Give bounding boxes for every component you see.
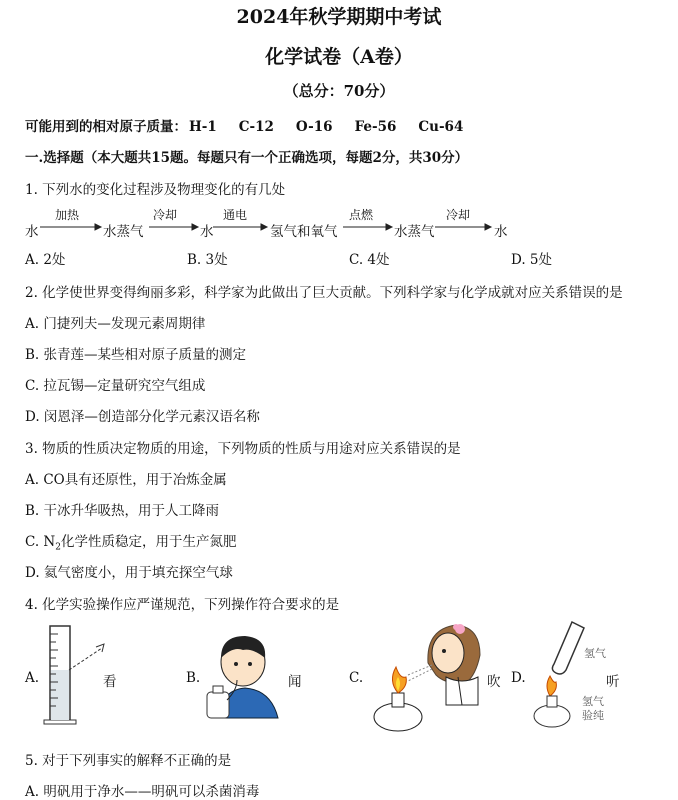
subscript-2: 2 [55, 542, 61, 553]
q1-option-c[interactable]: C. 4处 [349, 252, 390, 268]
chain-node: 水 [200, 224, 214, 240]
chain-node: 水 [25, 224, 39, 240]
water-change-chain [25, 208, 665, 242]
boy-smelling-icon [203, 630, 288, 722]
atomic-mass-label: 可能用到的相对原子质量： [25, 119, 187, 135]
tube-label-hydrogen: 氢气 [584, 647, 606, 660]
q4-caption-c: 吹 [487, 674, 501, 690]
question-2-stem: 2. 化学使世界变得绚丽多彩，科学家为此做出了巨大贡献。下列科学家与化学成就对应关系错误的是 [25, 285, 623, 301]
q1-option-a[interactable]: A. 2处 [25, 252, 66, 268]
lamp-label-purity-test: 验纯 [582, 709, 604, 722]
chain-arrow-label: 冷却 [153, 208, 178, 222]
q2-option-d[interactable]: D. 闵恩泽—创造部分化学元素汉语名称 [25, 409, 260, 425]
atomic-mass-item: O-16 [295, 119, 333, 135]
q2-option-b[interactable]: B. 张青莲—某些相对原子质量的测定 [25, 347, 247, 363]
atomic-mass-line [25, 115, 485, 135]
atomic-mass-item: Fe-56 [354, 119, 397, 135]
q4-option-c-letter[interactable]: C. [349, 670, 364, 686]
question-1-stem: 1. 下列水的变化过程涉及物理变化的有几处 [25, 182, 286, 198]
q3-option-c-prefix: C. N [25, 534, 56, 550]
chain-arrow-label: 冷却 [446, 208, 471, 222]
q4-caption-a: 看 [103, 674, 117, 690]
question-5-stem: 5. 对于下列事实的解释不正确的是 [25, 753, 232, 769]
chain-arrow-label: 点燃 [349, 208, 374, 222]
q4-option-d-letter[interactable]: D. [511, 670, 526, 686]
exam-subtitle: 化学试卷（A卷） [265, 46, 413, 68]
q4-option-a-letter[interactable]: A. [25, 670, 40, 686]
q3-option-b[interactable]: B. 干冰升华吸热，用于人工降雨 [25, 503, 220, 519]
chain-arrow-label: 通电 [223, 208, 248, 222]
q3-option-a[interactable]: A. CO具有还原性，用于冶炼金属 [25, 472, 227, 488]
q4-caption-d: 听 [606, 674, 620, 690]
chain-node: 水蒸气 [103, 224, 144, 240]
q4-option-b-letter[interactable]: B. [186, 670, 201, 686]
q1-option-d[interactable]: D. 5处 [511, 252, 553, 268]
question-4-stem: 4. 化学实验操作应严谨规范，下列操作符合要求的是 [25, 597, 340, 613]
chain-node: 水蒸气 [394, 224, 435, 240]
total-score: （总分：70分） [283, 82, 395, 100]
q4-caption-b: 闻 [288, 674, 302, 690]
section-heading: 一.选择题（本大题共15题。每题只有一个正确选项，每题2分，共30分） [25, 150, 469, 166]
chain-node: 水 [494, 224, 508, 240]
q1-option-b[interactable]: B. 3处 [187, 252, 228, 268]
girl-blowing-lamp-icon [366, 615, 488, 735]
atomic-mass-item: H-1 [189, 119, 217, 135]
q3-option-d[interactable]: D. 氦气密度小，用于填充探空气球 [25, 565, 233, 581]
q3-option-c-text: 化学性质稳定，用于生产氮肥 [60, 534, 237, 550]
chain-arrow-label: 加热 [55, 208, 80, 222]
exam-title: 2024年秋学期期中考试 [236, 6, 442, 28]
lamp-label-hydrogen: 氢气 [582, 695, 604, 708]
q2-option-c[interactable]: C. 拉瓦锡—定量研究空气组成 [25, 378, 206, 394]
q3-option-c[interactable] [25, 530, 236, 553]
q2-option-a[interactable]: A. 门捷列夫—发现元素周期律 [25, 316, 206, 332]
q5-option-a[interactable]: A. 明矾用于净水——明矾可以杀菌消毒 [25, 784, 260, 800]
atomic-mass-item: C-12 [238, 119, 274, 135]
atomic-mass-item: Cu-64 [418, 119, 464, 135]
chain-node: 氢气和氧气 [270, 224, 338, 240]
question-3-stem: 3. 物质的性质决定物质的用途，下列物质的性质与用途对应关系错误的是 [25, 441, 461, 457]
